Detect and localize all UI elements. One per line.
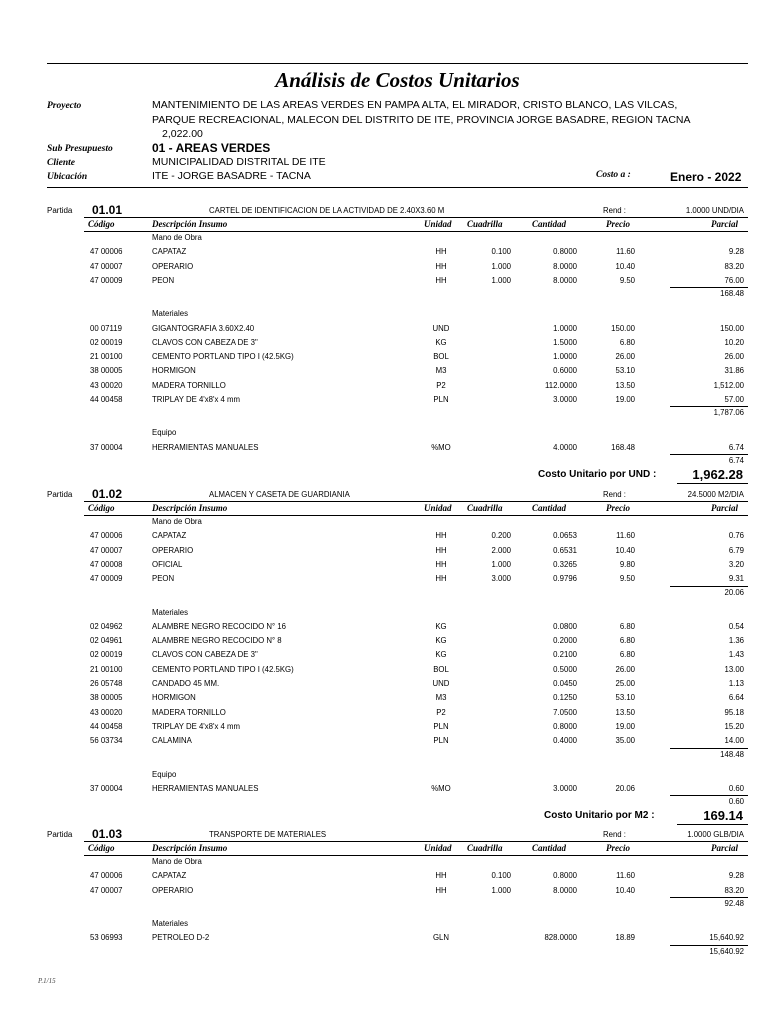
item-unit: HH	[435, 574, 447, 584]
item-precio: 20.06	[615, 783, 635, 793]
table-row	[47, 933, 748, 944]
item-cuadrilla: 0.100	[491, 247, 511, 257]
item-code: 44 00458	[90, 721, 123, 731]
item-precio: 35.00	[615, 736, 635, 746]
table-row	[47, 366, 748, 377]
item-parcial: 10.20	[724, 337, 744, 347]
subpresupuesto-value: 01 - AREAS VERDES	[152, 141, 271, 155]
costo-label: Costo a :	[596, 170, 631, 180]
category-label: Mano de Obra	[152, 857, 202, 866]
item-unit: %MO	[431, 783, 451, 793]
item-cantidad: 0.0653	[553, 531, 577, 541]
item-description: OPERARIO	[152, 885, 194, 895]
rend-label: Rend :	[603, 490, 626, 499]
subtotal-rule	[670, 406, 748, 407]
item-unit: M3	[435, 693, 447, 703]
item-precio: 11.60	[616, 531, 635, 541]
subtotal-rule	[670, 945, 748, 946]
item-description: HERRAMIENTAS MANUALES	[152, 442, 259, 452]
item-cantidad: 0.0450	[553, 679, 577, 688]
rend-value: 1.0000 GLB/DIA	[687, 830, 744, 839]
subtotal-value: 92.48	[724, 898, 744, 908]
item-description: PEON	[152, 275, 175, 285]
costo-unitario-value: 169.14	[703, 808, 743, 824]
item-parcial: 31.86	[724, 366, 744, 376]
column-header-codigo: Código	[88, 219, 115, 229]
item-precio: 26.00	[615, 352, 635, 362]
item-cuadrilla: 3.000	[491, 574, 511, 584]
item-cantidad: 3.0000	[553, 395, 577, 404]
item-cantidad: 1.0000	[553, 352, 577, 362]
item-cuadrilla: 1.000	[491, 885, 511, 895]
item-code: 53 06993	[90, 933, 123, 943]
column-header-cantidad: Cantidad	[532, 843, 567, 853]
item-unit: KG	[435, 650, 447, 660]
subtotal-value: 0.60	[728, 797, 744, 807]
category-label: Mano de Obra	[152, 233, 202, 242]
table-row	[47, 324, 748, 335]
item-code: 38 00005	[90, 693, 123, 703]
rend-value: 24.5000 M2/DIA	[687, 490, 744, 499]
ubicacion-value: ITE - JORGE BASADRE - TACNA	[152, 170, 311, 182]
item-code: 47 00009	[90, 275, 123, 285]
proyecto-label: Proyecto	[47, 101, 82, 111]
item-precio: 9.50	[619, 574, 635, 584]
item-parcial: 1.13	[728, 679, 744, 688]
partida-rule	[84, 501, 748, 502]
item-code: 26 05748	[90, 679, 123, 688]
item-parcial: 83.20	[724, 885, 744, 895]
partida-block	[47, 487, 748, 824]
subtotal-value: 15,640.92	[709, 946, 744, 956]
item-parcial: 13.00	[724, 664, 744, 674]
item-description: CLAVOS CON CABEZA DE 3"	[152, 650, 258, 660]
item-parcial: 26.00	[724, 352, 744, 362]
subtotal-value: 20.06	[724, 587, 744, 597]
item-description: TRIPLAY DE 4'x8'x 4 mm	[152, 395, 241, 404]
item-parcial: 83.20	[724, 261, 744, 271]
item-precio: 13.50	[615, 380, 635, 390]
subtotal-value: 148.48	[720, 749, 744, 759]
item-cantidad: 0.1250	[553, 693, 577, 703]
partida-block	[47, 203, 748, 482]
item-cuadrilla: 0.100	[491, 871, 511, 881]
item-code: 02 04962	[90, 621, 123, 631]
table-row	[47, 531, 748, 542]
item-precio: 6.80	[619, 621, 635, 631]
item-cantidad: 0.8000	[553, 721, 577, 731]
subtotal-rule	[670, 748, 748, 749]
column-header-parcial: Parcial	[711, 843, 738, 853]
item-unit: KG	[435, 337, 447, 347]
table-row	[47, 736, 748, 747]
item-cantidad: 828.0000	[544, 933, 577, 943]
item-cantidad: 0.9796	[553, 574, 577, 584]
item-parcial: 76.00	[724, 275, 744, 285]
item-cantidad: 0.0800	[553, 621, 577, 631]
table-row	[47, 679, 748, 690]
item-parcial: 150.00	[720, 323, 744, 333]
category-label: Materiales	[152, 309, 188, 319]
item-cantidad: 0.3265	[553, 559, 577, 569]
column-header-descripcion: Descripción Insumo	[152, 219, 228, 229]
item-parcial: 6.64	[728, 693, 744, 703]
item-description: CANDADO 45 MM.	[152, 679, 220, 688]
item-unit: BOL	[433, 664, 449, 674]
item-description: GIGANTOGRAFIA 3.60X2.40	[152, 323, 255, 333]
item-code: 47 00008	[90, 559, 123, 569]
item-description: OPERARIO	[152, 545, 194, 555]
table-row	[47, 886, 748, 897]
item-precio: 150.00	[611, 323, 635, 333]
partida-block	[47, 827, 748, 956]
item-parcial: 1.43	[728, 650, 744, 660]
costo-unitario-rule	[677, 824, 748, 825]
item-unit: PLN	[433, 721, 449, 731]
partida-code: 01.02	[92, 487, 123, 501]
item-precio: 26.00	[615, 664, 635, 674]
item-description: CLAVOS CON CABEZA DE 3"	[152, 337, 258, 347]
item-description: CAPATAZ	[152, 247, 187, 257]
subtotal-rule	[670, 795, 748, 796]
column-header-cantidad: Cantidad	[532, 219, 567, 229]
item-cantidad: 0.6531	[553, 545, 577, 555]
item-code: 43 00020	[90, 707, 123, 717]
item-precio: 18.89	[615, 933, 635, 943]
item-parcial: 15,640.92	[709, 933, 744, 943]
subtotal-rule	[670, 897, 748, 898]
item-cantidad: 3.0000	[553, 783, 577, 793]
cliente-value: MUNICIPALIDAD DISTRITAL DE ITE	[152, 156, 326, 168]
item-cantidad: 112.0000	[545, 380, 577, 390]
item-precio: 19.00	[615, 395, 635, 404]
item-code: 56 03734	[90, 736, 123, 746]
category-label: Mano de Obra	[152, 517, 202, 526]
item-cuadrilla: 1.000	[491, 559, 511, 569]
table-row	[47, 560, 748, 571]
item-cuadrilla: 2.000	[491, 545, 511, 555]
table-row	[47, 338, 748, 349]
item-code: 02 04961	[90, 636, 123, 646]
column-header-unidad: Unidad	[424, 219, 452, 229]
item-precio: 10.40	[615, 545, 635, 555]
item-cantidad: 1.5000	[553, 337, 577, 347]
item-precio: 11.60	[616, 247, 635, 257]
item-cantidad: 0.8000	[553, 247, 577, 257]
item-precio: 10.40	[615, 885, 635, 895]
item-description: TRIPLAY DE 4'x8'x 4 mm	[152, 721, 241, 731]
item-precio: 9.80	[619, 559, 635, 569]
category-label: Equipo	[152, 428, 177, 438]
table-row	[47, 574, 748, 585]
proyecto-line-2: PARQUE RECREACIONAL, MALECON DEL DISTRITO DE ITE, PROVINCIA JORGE BASADRE, REGION TACNA	[152, 114, 691, 126]
item-precio: 6.80	[619, 636, 635, 646]
table-row	[47, 247, 748, 258]
item-precio: 6.80	[619, 650, 635, 660]
item-parcial: 95.18	[724, 707, 744, 717]
item-precio: 9.50	[619, 275, 635, 285]
column-header-rule	[84, 515, 748, 516]
column-header-rule	[84, 231, 748, 232]
column-header-precio: Precio	[606, 219, 630, 229]
item-code: 44 00458	[90, 395, 123, 404]
partida-rule	[84, 841, 748, 842]
item-description: OPERARIO	[152, 261, 194, 271]
item-unit: HH	[435, 275, 447, 285]
top-rule	[47, 63, 748, 64]
item-code: 37 00004	[90, 442, 123, 452]
partida-description: TRANSPORTE DE MATERIALES	[209, 830, 327, 839]
item-cantidad: 1.0000	[553, 323, 577, 333]
item-unit: P2	[436, 707, 446, 717]
item-code: 38 00005	[90, 366, 123, 376]
table-row	[47, 443, 748, 454]
item-code: 37 00004	[90, 783, 123, 793]
table-row	[47, 262, 748, 273]
item-parcial: 0.60	[728, 783, 744, 793]
proyecto-line-3: 2,022.00	[162, 128, 203, 140]
item-unit: PLN	[433, 736, 449, 746]
table-row	[47, 665, 748, 676]
item-unit: KG	[435, 621, 447, 631]
item-code: 21 00100	[90, 664, 123, 674]
column-header-descripcion: Descripción Insumo	[152, 503, 228, 513]
item-code: 47 00007	[90, 261, 123, 271]
item-cantidad: 8.0000	[553, 261, 577, 271]
table-row	[47, 622, 748, 633]
item-parcial: 9.31	[728, 574, 744, 584]
item-description: HERRAMIENTAS MANUALES	[152, 783, 259, 793]
category-label: Materiales	[152, 918, 188, 928]
partida-rule	[84, 217, 748, 218]
costo-unitario-label: Costo Unitario por UND :	[538, 468, 657, 480]
item-description: PETROLEO D-2	[152, 933, 210, 943]
item-code: 43 00020	[90, 380, 123, 390]
partida-label: Partida	[47, 490, 73, 499]
item-parcial: 1,512.00	[713, 380, 744, 390]
costo-value: Enero - 2022	[670, 170, 742, 184]
header-rule	[47, 187, 748, 188]
item-unit: HH	[435, 531, 447, 541]
item-parcial: 6.79	[728, 545, 744, 555]
costo-unitario-label: Costo Unitario por M2 :	[544, 810, 655, 822]
column-header-cantidad: Cantidad	[532, 503, 567, 513]
cliente-label: Cliente	[47, 158, 75, 168]
subpresupuesto-label: Sub Presupuesto	[47, 144, 113, 154]
item-code: 02 00019	[90, 337, 123, 347]
item-precio: 10.40	[615, 261, 635, 271]
column-header-codigo: Código	[88, 503, 115, 513]
item-description: HORMIGON	[152, 693, 196, 703]
subtotal-value: 1,787.06	[713, 408, 744, 418]
item-code: 47 00006	[90, 871, 123, 881]
table-row	[47, 722, 748, 733]
category-label: Equipo	[152, 769, 177, 779]
column-header-cuadrilla: Cuadrilla	[467, 219, 503, 229]
subtotal-rule	[670, 586, 748, 587]
item-parcial: 6.74	[728, 442, 744, 452]
item-precio: 19.00	[615, 721, 635, 731]
table-row	[47, 276, 748, 287]
table-row	[47, 708, 748, 719]
column-header-cuadrilla: Cuadrilla	[467, 503, 503, 513]
item-precio: 168.48	[611, 442, 635, 452]
table-row	[47, 546, 748, 557]
item-cantidad: 8.0000	[553, 275, 577, 285]
item-code: 47 00006	[90, 247, 123, 257]
item-cantidad: 0.8000	[553, 871, 577, 881]
item-unit: BOL	[433, 352, 449, 362]
item-parcial: 15.20	[724, 721, 744, 731]
item-unit: UND	[432, 323, 450, 333]
item-unit: HH	[435, 559, 447, 569]
column-header-unidad: Unidad	[424, 503, 452, 513]
table-row	[47, 871, 748, 882]
table-row	[47, 693, 748, 704]
item-description: CAPATAZ	[152, 531, 187, 541]
table-row	[47, 381, 748, 392]
column-header-codigo: Código	[88, 843, 115, 853]
item-unit: %MO	[431, 442, 451, 452]
column-header-cuadrilla: Cuadrilla	[467, 843, 503, 853]
item-description: MADERA TORNILLO	[152, 707, 226, 717]
item-unit: P2	[436, 380, 446, 390]
partida-label: Partida	[47, 830, 73, 839]
rend-label: Rend :	[603, 206, 626, 215]
subtotal-value: 6.74	[728, 455, 744, 465]
item-parcial: 3.20	[728, 559, 744, 569]
rend-value: 1.0000 UND/DIA	[685, 206, 744, 215]
item-precio: 13.50	[615, 707, 635, 717]
item-description: ALAMBRE NEGRO RECOCIDO N° 8	[152, 636, 282, 646]
item-code: 21 00100	[90, 352, 123, 362]
subtotal-value: 168.48	[720, 289, 744, 299]
proyecto-line-1: MANTENIMIENTO DE LAS AREAS VERDES EN PAMPA ALTA, EL MIRADOR, CRISTO BLANCO, LAS VILCAS,	[152, 99, 678, 111]
item-unit: HH	[435, 261, 447, 271]
ubicacion-label: Ubicación	[47, 172, 88, 182]
partida-code: 01.01	[92, 203, 123, 217]
column-header-descripcion: Descripción Insumo	[152, 843, 228, 853]
item-description: CAPATAZ	[152, 871, 187, 881]
item-unit: PLN	[433, 395, 449, 404]
subtotal-rule	[670, 454, 748, 455]
column-header-precio: Precio	[606, 503, 630, 513]
item-cantidad: 0.4000	[553, 736, 577, 746]
item-unit: KG	[435, 636, 447, 646]
table-row	[47, 395, 748, 406]
item-unit: UND	[432, 679, 450, 688]
item-cantidad: 0.6000	[553, 366, 577, 376]
item-description: CEMENTO PORTLAND TIPO I (42.5KG)	[152, 664, 294, 674]
category-label: Materiales	[152, 607, 188, 617]
column-header-rule	[84, 855, 748, 856]
item-parcial: 14.00	[724, 736, 744, 746]
item-cuadrilla: 1.000	[491, 261, 511, 271]
item-parcial: 9.28	[728, 871, 744, 881]
item-cantidad: 0.5000	[553, 664, 577, 674]
item-cuadrilla: 0.200	[491, 531, 511, 541]
item-unit: M3	[435, 366, 447, 376]
item-parcial: 9.28	[728, 247, 744, 257]
item-description: CALAMINA	[152, 736, 192, 746]
partida-description: CARTEL DE IDENTIFICACION DE LA ACTIVIDAD DE 2.40X3.60 M	[209, 206, 445, 215]
column-header-parcial: Parcial	[711, 503, 738, 513]
item-code: 47 00007	[90, 545, 123, 555]
partida-label: Partida	[47, 206, 73, 215]
item-description: MADERA TORNILLO	[152, 380, 226, 390]
item-cantidad: 4.0000	[553, 442, 577, 452]
item-unit: GLN	[432, 933, 450, 943]
item-cantidad: 0.2100	[553, 650, 577, 660]
item-code: 02 00019	[90, 650, 123, 660]
item-precio: 25.00	[615, 679, 635, 688]
item-description: OFICIAL	[152, 559, 183, 569]
item-description: ALAMBRE NEGRO RECOCIDO N° 16	[152, 621, 286, 631]
costo-unitario-rule	[677, 483, 748, 484]
column-header-parcial: Parcial	[711, 219, 738, 229]
item-parcial: 57.00	[724, 395, 744, 404]
item-unit: HH	[435, 885, 447, 895]
item-description: HORMIGON	[152, 366, 196, 376]
item-unit: HH	[435, 545, 447, 555]
table-row	[47, 636, 748, 647]
item-description: PEON	[152, 574, 175, 584]
item-parcial: 0.54	[728, 621, 744, 631]
column-header-precio: Precio	[606, 843, 630, 853]
item-cantidad: 0.2000	[553, 636, 577, 646]
partida-description: ALMACEN Y CASETA DE GUARDIANIA	[209, 490, 350, 499]
item-precio: 6.80	[619, 337, 635, 347]
rend-label: Rend :	[603, 830, 626, 839]
item-unit: HH	[435, 871, 447, 881]
item-precio: 53.10	[615, 693, 635, 703]
item-cuadrilla: 1.000	[491, 275, 511, 285]
item-description: CEMENTO PORTLAND TIPO I (42.5KG)	[152, 352, 294, 362]
page-number: P.1/15	[38, 977, 56, 985]
item-cantidad: 8.0000	[553, 885, 577, 895]
costo-unitario-value: 1,962.28	[692, 466, 743, 482]
table-row	[47, 650, 748, 661]
item-code: 00 07119	[90, 323, 122, 333]
partida-code: 01.03	[92, 827, 123, 841]
item-precio: 11.60	[616, 871, 635, 881]
item-parcial: 0.76	[728, 531, 744, 541]
item-unit: HH	[435, 247, 447, 257]
item-code: 47 00006	[90, 531, 123, 541]
item-parcial: 1.36	[728, 636, 744, 646]
item-cantidad: 7.0500	[553, 707, 577, 717]
table-row	[47, 784, 748, 795]
page-title: Análisis de Costos Unitarios	[275, 68, 520, 92]
item-precio: 53.10	[615, 366, 635, 376]
item-code: 47 00009	[90, 574, 123, 584]
subtotal-rule	[670, 287, 748, 288]
column-header-unidad: Unidad	[424, 843, 452, 853]
table-row	[47, 352, 748, 363]
item-code: 47 00007	[90, 885, 123, 895]
